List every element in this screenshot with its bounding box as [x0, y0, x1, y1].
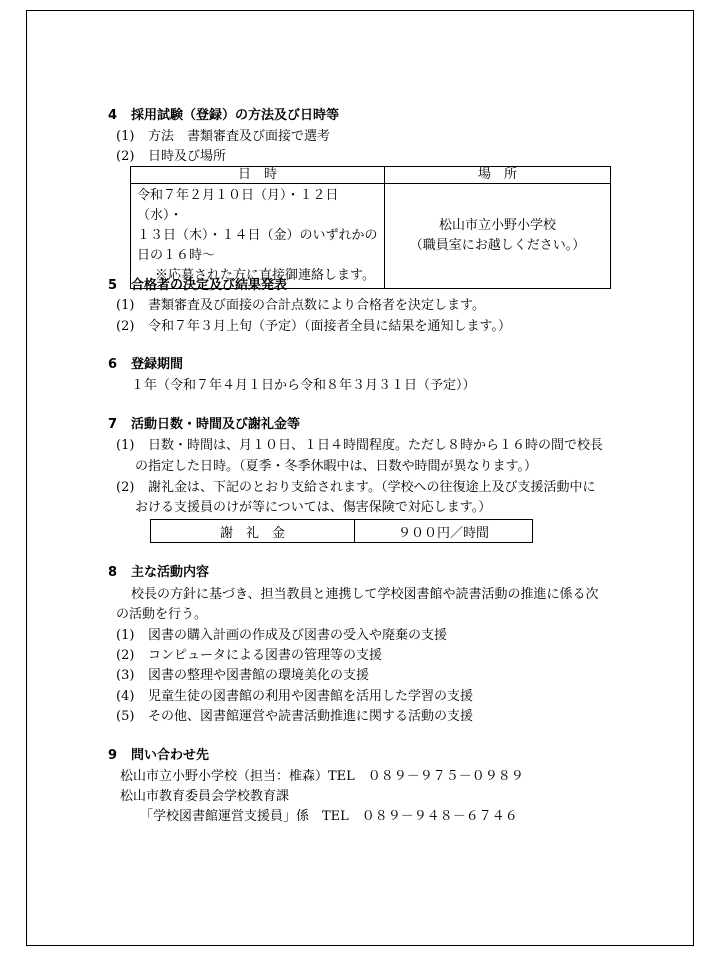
- list-item: (3) 図書の整理や図書館の環境美化の支援: [116, 668, 370, 683]
- list-item: (5) その他、図書館運営や読書活動推進に関する活動の支援: [116, 709, 474, 724]
- section-9-heading: 9 問い合わせ先: [108, 748, 210, 763]
- contact-board: 松山市教育委員会学校教育課: [120, 789, 290, 804]
- list-item: (2) コンピュータによる図書の管理等の支援: [116, 648, 383, 663]
- section-5-item-1: (1) 書類審査及び面接の合計点数により合格者を決定します。: [116, 298, 485, 313]
- contact-section: 「学校図書館運営支援員」係 TEL ０８９－９４８－６７４６: [140, 809, 518, 824]
- fee-label: 謝 礼 金: [151, 520, 355, 543]
- contact-school: 松山市立小野小学校（担当：椎森）TEL ０８９－９７５－０９８９: [120, 769, 524, 784]
- section-5-heading: 5 合格者の決定及び結果発表: [108, 278, 288, 293]
- section-8-intro-1: 校長の方針に基づき、担当教員と連携して学校図書館や読書活動の推進に係る次: [131, 587, 599, 602]
- section-7-heading: 7 活動日数・時間及び謝礼金等: [108, 417, 301, 432]
- datetime-line-1: 令和７年２月１０日（月）・１２日（水）・: [137, 188, 339, 223]
- datetime-line-3: 日の１６時～: [137, 248, 216, 263]
- section-6-heading: 6 登録期間: [108, 357, 184, 372]
- section-6-text: １年（令和７年４月１日から令和８年３月３１日（予定））: [131, 378, 476, 393]
- section-7-item-1: (1) 日数・時間は、月１０日、１日４時間程度。ただし８時から１６時の間で校長: [116, 438, 604, 453]
- section-8-heading: 8 主な活動内容: [108, 565, 210, 580]
- schedule-header-datetime: 日 時: [131, 167, 385, 184]
- section-7-item-2-cont: おける支援員のけが等については、傷害保険で対応します。）: [135, 500, 492, 515]
- schedule-header-place: 場 所: [385, 167, 611, 184]
- datetime-note: ※応募された方に直接御連絡します。: [155, 268, 375, 283]
- place-line-1: 松山市立小野小学校: [438, 218, 556, 233]
- place-line-2: （職員室にお越しください。）: [409, 238, 586, 253]
- section-7-item-2: (2) 謝礼金は、下記のとおり支給されます。（学校への往復途上及び支援活動中に: [116, 480, 596, 495]
- section-4-item-2: (2) 日時及び場所: [116, 149, 227, 164]
- datetime-line-2: １３日（木）・１４日（金）のいずれかの: [137, 228, 378, 243]
- list-item: (4) 児童生徒の図書館の利用や図書館を活用した学習の支援: [116, 689, 474, 704]
- list-item: (1) 図書の購入計画の作成及び図書の受入や廃棄の支援: [116, 628, 448, 643]
- section-4-item-1: (1) 方法 書類審査及び面接で選考: [116, 129, 331, 144]
- schedule-place-cell: [385, 184, 611, 289]
- section-5-item-2: (2) 令和７年３月上旬（予定）（面接者全員に結果を通知します。）: [116, 319, 511, 334]
- section-8-intro-2: の活動を行う。: [116, 607, 208, 622]
- schedule-datetime-cell: [131, 184, 385, 289]
- section-4-heading: 4 採用試験（登録）の方法及び日時等: [108, 108, 340, 123]
- fee-value: ９００円／時間: [355, 520, 533, 543]
- section-7-item-1-cont: の指定した日時。（夏季・冬季休暇中は、日数や時間が異なります。）: [135, 459, 537, 474]
- fee-table: [150, 519, 533, 543]
- schedule-table: [130, 166, 611, 289]
